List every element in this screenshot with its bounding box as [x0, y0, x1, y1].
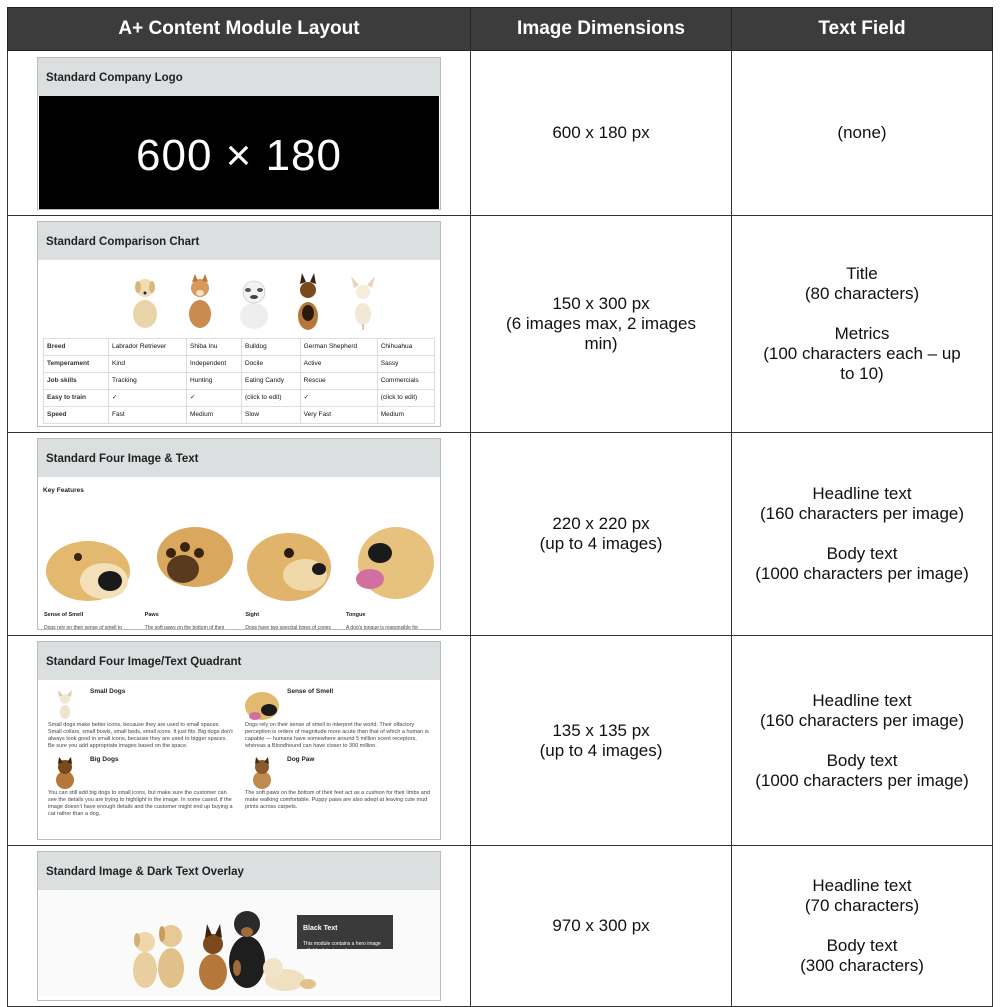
text-field-line: [732, 304, 992, 324]
chart-cell: Docile: [242, 356, 301, 373]
quadrant-body: You can still add big dogs to small icons, but make sure the customer can see the details you are trying to highlight in the image. In some cased, if the image doesn't have enough details and the customer might end up buying a cat rather than a dog.: [48, 790, 233, 817]
module-title: Standard Company Logo: [38, 58, 440, 96]
overlay-module-preview: [37, 851, 441, 1001]
chart-cell: Tracking: [109, 373, 187, 390]
dimensions-line: min): [584, 334, 618, 353]
quadrant-title: Sense of Smell: [287, 688, 334, 695]
text-field-line: (1000 characters per image): [755, 564, 969, 583]
dog-eye-image: [245, 523, 333, 601]
module-title: Standard Four Image/Text Quadrant: [38, 642, 440, 680]
content-module-table: [7, 7, 993, 1007]
chart-cell: Sassy: [377, 356, 434, 373]
feature-body: A dog's tongue is responsible for: [345, 625, 419, 630]
table-row: [44, 339, 435, 356]
row-label: Speed: [44, 407, 109, 424]
quadrant-title: Big Dogs: [90, 756, 119, 763]
feature-body: Dogs have two spectral types of cones: [245, 625, 331, 630]
hero-image-area: [38, 890, 440, 996]
dog-shepherd-image: [288, 270, 328, 332]
text-field-line: to 10): [840, 364, 884, 383]
feature-title: Sense of Smell: [44, 612, 84, 618]
row-label: Temperament: [44, 356, 109, 373]
overlay-title: Black Text: [303, 925, 338, 932]
feature-item: [145, 523, 233, 630]
dog-labrador-image: [125, 270, 165, 332]
dog-nose-image: [245, 688, 279, 722]
dimensions-line: 600 x 180 px: [552, 123, 650, 142]
row-label: Easy to train: [44, 390, 109, 407]
dimensions-cell: [471, 846, 732, 1007]
chart-cell: Medium: [377, 407, 434, 424]
header-layout: A+ Content Module Layout: [8, 8, 471, 51]
dimensions-line: (6 images max, 2 images: [506, 314, 696, 333]
chart-cell: ✓: [300, 390, 377, 407]
key-features-label: Key Features: [43, 487, 84, 494]
chart-cell: ✓: [187, 390, 242, 407]
quadrant-title: Small Dogs: [90, 688, 126, 695]
quadrant-grid: [38, 680, 440, 822]
dog-paw-image: [245, 756, 279, 790]
table-row: [44, 373, 435, 390]
overlay-body: This module contains a hero image with black text overlay.: [303, 941, 381, 954]
chart-cell: Slow: [242, 407, 301, 424]
quadrant-title: Dog Paw: [287, 756, 315, 763]
chart-cell: Fast: [109, 407, 187, 424]
text-field-line: (80 characters): [804, 284, 920, 303]
table-header-row: [8, 8, 993, 51]
text-field-line: (1000 characters per image): [755, 770, 969, 790]
chart-cell: Shiba Inu: [187, 339, 242, 356]
chart-cell: Rescue: [300, 373, 377, 390]
chart-cell: Labrador Retriever: [109, 339, 187, 356]
text-field-cell: [732, 636, 993, 846]
layout-cell: [8, 216, 471, 433]
table-row: [8, 636, 993, 846]
text-field-line: Headline text: [812, 690, 912, 710]
dimensions-cell: [471, 636, 732, 846]
table-row: [44, 356, 435, 373]
chart-cell: Kind: [109, 356, 187, 373]
header-dimensions: Image Dimensions: [471, 8, 732, 51]
logo-placeholder: 600 × 180: [39, 96, 439, 210]
dimensions-cell: [471, 433, 732, 636]
module-title: Standard Four Image & Text: [38, 439, 440, 477]
quadrant-item: [48, 688, 233, 750]
quadrant-item: [245, 756, 430, 818]
text-field-cell: [732, 433, 993, 636]
dimensions-line: 135 x 135 px: [552, 720, 650, 740]
feature-title: Tongue: [345, 612, 366, 618]
module-title: Standard Image & Dark Text Overlay: [38, 852, 440, 890]
text-field-line: (70 characters): [804, 896, 920, 915]
header-text-field: Text Field: [732, 8, 993, 51]
logo-module-preview: [37, 57, 441, 210]
feature-title: Paws: [144, 612, 159, 618]
chart-cell: Bulldog: [242, 339, 301, 356]
big-dog-image: [48, 756, 82, 790]
text-field-cell: [732, 216, 993, 433]
text-field-line: [732, 916, 992, 936]
dog-chihuahua-image: [343, 270, 383, 332]
row-label: Job skills: [44, 373, 109, 390]
chart-cell: Active: [300, 356, 377, 373]
layout-cell: [8, 51, 471, 216]
text-field-line: Body text: [826, 936, 898, 955]
module-title: Standard Comparison Chart: [38, 222, 440, 260]
dog-shiba-image: [180, 270, 220, 332]
text-field-cell: [732, 51, 993, 216]
small-dog-image: [48, 688, 82, 722]
feature-item: [44, 523, 132, 630]
chart-cell: Medium: [187, 407, 242, 424]
text-field-line: Metrics: [834, 324, 890, 343]
layout-cell: [8, 433, 471, 636]
text-field-line: Body text: [826, 544, 898, 563]
layout-cell: [8, 636, 471, 846]
feature-item: [245, 523, 333, 630]
dog-paw-image: [145, 523, 233, 601]
text-field-line: Title: [846, 264, 878, 283]
table-row: [8, 846, 993, 1007]
table-row: [44, 390, 435, 407]
text-field-cell: [732, 846, 993, 1007]
dog-tongue-image: [346, 523, 434, 601]
chart-cell: Hunting: [187, 373, 242, 390]
text-field-line: (none): [837, 123, 887, 142]
text-field-line: (160 characters per image): [759, 504, 965, 523]
table-row: [8, 51, 993, 216]
chart-cell: German Shepherd: [300, 339, 377, 356]
text-overlay-box: [297, 915, 393, 954]
comparison-module-preview: [37, 221, 441, 427]
text-field-line: (160 characters per image): [759, 710, 965, 730]
chart-cell: Independent: [187, 356, 242, 373]
quadrant-item: [245, 688, 430, 750]
chart-cell: (click to edit): [242, 390, 301, 407]
layout-cell: [8, 846, 471, 1007]
quadrant-body: Small dogs make better icons, because they are used to small spaces. Small collars, small bowls, small beds, small icons. It just fits. Big dogs don't always look good in small icons, because they are used to bigger spaces. Be sure you add appropriate images based on the space.: [48, 722, 233, 749]
four-image-module-preview: [37, 438, 441, 630]
dog-nose-image: [44, 523, 132, 601]
dimensions-line: 220 x 220 px: [552, 514, 650, 533]
dog-bulldog-image: [234, 270, 274, 332]
text-field-line: Body text: [826, 750, 898, 770]
chart-cell: ✓: [109, 390, 187, 407]
dimensions-line: (up to 4 images): [539, 534, 663, 553]
dimensions-line: 150 x 300 px: [552, 294, 650, 313]
text-field-line: [732, 731, 992, 751]
table-row: [8, 216, 993, 433]
chart-cell: Chihuahua: [377, 339, 434, 356]
feature-item: [346, 523, 434, 630]
quadrant-body: The soft paws on the bottom of their feet act as a cushion for their limbs and make walking comfortable. Puppy paws are also adept at leaving cute mud prints across carpets.: [245, 790, 430, 810]
text-field-line: [732, 524, 992, 544]
feature-title: Sight: [245, 612, 260, 618]
comparison-chart-table: [43, 338, 435, 424]
dimensions-line: (up to 4 images): [539, 740, 663, 760]
quadrant-body: Dogs rely on their sense of smell to interpret the world. Their olfactory perception is orders of magnitude more acute than that of which a human is capable — humans have somewhere around 5 million scent receptors, whereas a Bloodhound can have closer to 300 million.: [245, 722, 429, 749]
text-field-line: (300 characters): [800, 956, 924, 975]
chart-cell: Commercials: [377, 373, 434, 390]
text-field-line: (100 characters each – up: [763, 344, 961, 363]
table-row: [44, 407, 435, 424]
chart-cell: Eating Candy: [242, 373, 301, 390]
text-field-line: Headline text: [812, 876, 912, 895]
four-image-row: [38, 501, 440, 630]
quadrant-item: [48, 756, 233, 818]
dimensions-line: 970 x 300 px: [552, 916, 650, 935]
text-field-line: Headline text: [812, 484, 912, 503]
feature-body: Dogs rely on their sense of smell to: [44, 625, 123, 630]
feature-body: The soft paws on the bottom of their: [144, 625, 225, 630]
dimensions-cell: [471, 51, 732, 216]
dimensions-cell: [471, 216, 732, 433]
row-label: Breed: [44, 339, 109, 356]
chart-cell: Very Fast: [300, 407, 377, 424]
chart-cell: (click to edit): [377, 390, 434, 407]
dog-image-row: [38, 260, 440, 336]
table-row: [8, 433, 993, 636]
quadrant-module-preview: [37, 641, 441, 840]
